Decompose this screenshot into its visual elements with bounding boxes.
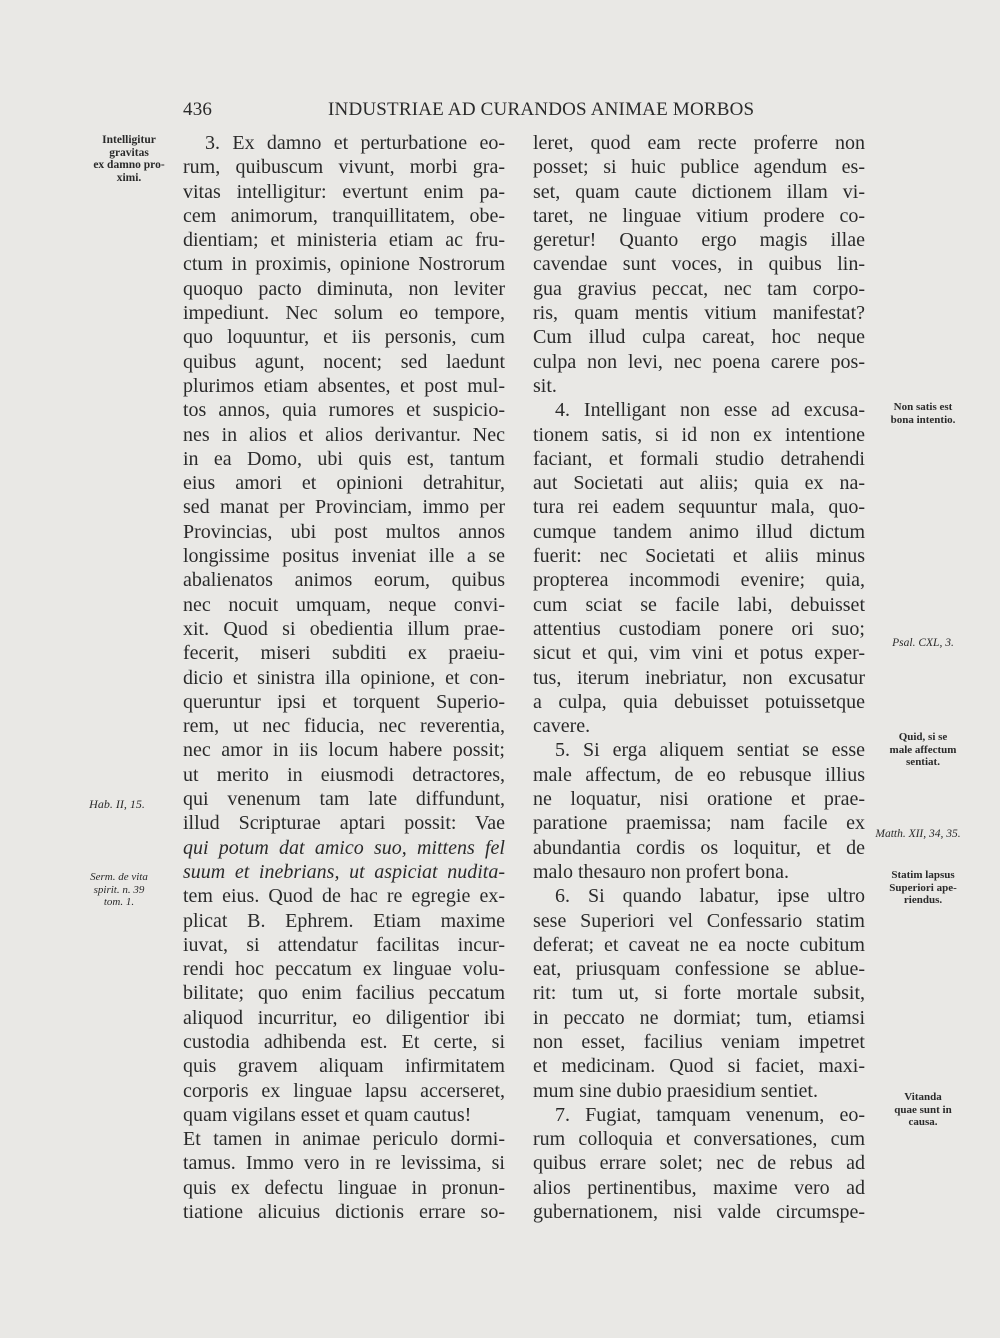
text-line: geretur! Quanto ergo magis illae <box>533 229 865 252</box>
note-line: Hab. II, 15. <box>89 797 145 811</box>
margin-note-psal <box>868 637 978 650</box>
text-line: qui venenum tam late diffundunt, <box>183 788 505 811</box>
text-line: cumque tandem animo illud dictum <box>533 520 865 543</box>
note-line: Statim lapsus <box>891 869 955 881</box>
note-line: spirit. n. 39 <box>93 883 145 896</box>
text-line: sit. <box>533 374 557 397</box>
text-line: set, quam caute dictionem illam vi- <box>533 180 865 203</box>
text-line: rum colloquia et conversationes, cum <box>533 1128 865 1151</box>
text-line: gubernationem, nisi valde circumspe- <box>533 1201 865 1224</box>
text-line: quibus agunt, nocent; sed laedunt <box>183 350 505 373</box>
text-line: impediunt. Nec solum eo tempore, <box>183 302 505 325</box>
text-line: quis ex defectu linguae in pronun- <box>183 1176 505 1199</box>
text-line: mum sine dubio praesidium sentiet. <box>533 1079 818 1102</box>
text-line: tura rei eadem sequuntur mala, quo- <box>533 496 865 519</box>
margin-note-vitanda <box>868 1091 978 1129</box>
text-line: plurimos etiam absentes, et post mul- <box>183 374 505 397</box>
margin-note-statim <box>868 869 978 907</box>
text-line: abundantia cordis os loquitur, et de <box>533 836 865 859</box>
text-line: ctum in proximis, opinione Nostrorum <box>183 253 505 276</box>
note-line: male affectum <box>889 743 957 756</box>
text-line: cem animorum, tranquillitatem, obe- <box>183 204 505 227</box>
text-line: a culpa, quia debuisset potuissetque <box>533 690 865 713</box>
text-line: faciant, et formali studio detrahendi <box>533 447 865 470</box>
text-line: abalienatos animos eorum, quibus <box>183 569 505 592</box>
text-line: quibus errare solet; nec de rebus ad <box>533 1152 865 1175</box>
note-line: Serm. de vita <box>90 871 148 883</box>
margin-note-matth <box>863 828 973 841</box>
note-line: Intelligitur <box>102 134 156 146</box>
text-line: rendi hoc peccatum ex linguae volu- <box>183 958 505 981</box>
text-line: ne loquatur, nisi oratione et prae- <box>533 788 865 811</box>
text-line: cavere. <box>533 715 591 738</box>
note-line: bona intentio. <box>890 413 956 426</box>
note-line: tom. 1. <box>103 896 135 908</box>
text-line: tiatione alicuius dictionis errare so- <box>183 1201 505 1224</box>
text-column-right <box>533 131 865 1224</box>
text-line: custodia adhibenda est. Et certe, si <box>183 1030 505 1053</box>
text-line: tem eius. Quod de hac re egregie ex- <box>183 885 505 908</box>
text-line: tamus. Immo vero in re levissima, si <box>183 1152 505 1175</box>
margin-note-non-satis <box>868 401 978 426</box>
text-line: sese Superiori vel Confessario statim <box>533 909 865 932</box>
text-line: sicut et qui, vim vini et potus exper- <box>533 642 865 665</box>
text-line: attentius custodiam ponere ori suo; <box>533 617 865 640</box>
text-line: deferat; et caveat ne ea nocte cubitum <box>533 933 865 956</box>
note-line: Vitanda <box>904 1091 942 1103</box>
note-line: Superiori ape- <box>889 881 957 894</box>
note-line: Quid, si se <box>898 731 948 743</box>
text-line: rem, ut nec fiducia, nec reverentia, <box>183 715 505 738</box>
text-line: quam vigilans esset et quam cautus! <box>183 1103 472 1126</box>
text-line: bilitate; quo enim facilius peccatum <box>183 982 505 1005</box>
text-line: non esset, facilius veniam impetret <box>533 1030 865 1053</box>
text-line: corporis ex linguae lapsu accerseret, <box>183 1079 505 1102</box>
text-line: et medicinam. Quod si faciet, maxi- <box>533 1055 865 1078</box>
note-line: quae sunt in <box>894 1103 952 1116</box>
text-line: aut Societati aut aliis; quia ex na- <box>533 472 865 495</box>
text-line: xit. Quod si obedientia illum prae- <box>183 617 505 640</box>
text-line: male affectum, de eo rebusque illius <box>533 763 865 786</box>
text-line: Cum illud culpa careat, hoc neque <box>533 326 865 349</box>
text-line: vitas intelligitur: evertunt enim pa- <box>183 180 505 203</box>
text-line: sed manat per Provinciam, immo per <box>183 496 505 519</box>
text-line: nes in alios et alios derivantur. Nec <box>183 423 505 446</box>
margin-note-hab <box>62 798 172 811</box>
margin-note-serm <box>64 871 174 909</box>
text-line: taret, ne linguae vitium prodere co- <box>533 204 865 227</box>
note-line: Non satis est <box>893 401 953 413</box>
text-line: tionem satis, si id non ex intentione <box>533 423 865 446</box>
text-line: nec amor in iis locum habere possit; <box>183 739 505 762</box>
text-line: propterea incommodi evenire; quia, <box>533 569 865 592</box>
text-line: 3. Ex damno et perturbatione eo- <box>205 132 505 154</box>
text-line: tus, iterum inebriatur, non excusatur <box>533 666 865 689</box>
text-line: malo thesauro non profert bona. <box>533 860 790 883</box>
text-line: queruntur ipsi et torquent Superio- <box>183 690 505 713</box>
text-column-left <box>183 131 505 1224</box>
text-line: alios pertinentibus, maxime vero ad <box>533 1176 865 1199</box>
text-line: tos annos, quia rumores et suspicio- <box>183 399 505 422</box>
note-line: Matth. XII, 34, 35. <box>875 828 961 840</box>
note-line: sentiat. <box>906 756 940 768</box>
note-line: Psal. CXL, 3. <box>892 637 954 649</box>
text-line: 6. Si quando labatur, ipse ultro <box>555 885 865 908</box>
page-number: 436 <box>183 99 213 120</box>
text-line: aliquod incurritur, eo diligentior ibi <box>183 1006 505 1029</box>
text-line: 5. Si erga aliquem sentiat se esse <box>555 739 865 762</box>
text-line: culpa non levi, nec poena carere pos- <box>533 350 865 373</box>
text-line: cavendae sunt voces, in quibus lin- <box>533 253 865 276</box>
text-line: quo loquuntur, et iis personis, cum <box>183 326 505 349</box>
text-line: fuerit: nec Societati et aliis minus <box>533 545 865 568</box>
text-line: eat, priusquam confessione se ablue- <box>533 958 865 981</box>
text-line: iuvat, si attendatur facilitas incur- <box>183 933 505 956</box>
text-line: ut merito in eiusmodi detractores, <box>183 763 505 786</box>
text-line: posset; si huic publice agendum es- <box>533 156 865 179</box>
text-line: gua gravius peccat, nec tam corpo- <box>533 277 865 300</box>
text-line: Provincias, ubi post multos annos <box>183 520 505 543</box>
running-head: INDUSTRIAE AD CURANDOS ANIMAE MORBOS <box>328 99 755 120</box>
text-line: nec nocuit umquam, neque convi- <box>183 593 505 616</box>
text-line: dientiam; et ministeria etiam ac fru- <box>183 229 505 252</box>
text-line: rit: tum ut, si forte mortale subsit, <box>533 982 865 1005</box>
text-line: rum, quibuscum vivunt, morbi gra- <box>183 156 505 179</box>
note-line: riendus. <box>903 894 943 906</box>
text-line: paratione praemissa; nam facile ex <box>533 812 865 835</box>
page-header <box>183 99 863 129</box>
note-line: ex damno pro- <box>93 159 165 171</box>
text-line: dicio et sinistra illa opinione, et con- <box>183 666 505 689</box>
margin-note-quid <box>868 731 978 769</box>
text-line: quis gravem aliquam infirmitatem <box>183 1055 505 1078</box>
note-line: causa. <box>908 1116 938 1128</box>
text-line: ris, quam mentis vitium manifestat? <box>533 302 865 325</box>
text-line: in peccato ne dormiat; tum, etiamsi <box>533 1006 865 1029</box>
text-line: plicat B. Ephrem. Etiam maxime <box>183 909 505 932</box>
text-line: leret, quod eam recte proferre non <box>533 132 865 154</box>
text-line: eius amori et opinioni detrahitur, <box>183 472 505 495</box>
text-line: longissime positus inveniat ille a se <box>183 545 505 568</box>
text-line: fecerit, miseri subditi ex praeiu- <box>183 642 505 665</box>
text-line: 7. Fugiat, tamquam venenum, eo- <box>555 1103 865 1126</box>
note-line: ximi. <box>116 171 142 184</box>
note-line: gravitas <box>109 146 149 159</box>
text-line: quoquo pacto diminuta, non leviter <box>183 277 505 300</box>
text-line: 4. Intelligant non esse ad excusa- <box>555 399 865 422</box>
text-line: cum sciat se facile labi, debuisset <box>533 593 865 616</box>
text-line: Et tamen in animae periculo dormi- <box>183 1128 505 1151</box>
text-line: illud Scripturae aptari possit: Vae <box>183 812 505 835</box>
text-line: in ea Domo, ubi quis est, tantum <box>183 447 505 470</box>
text-line-quote: suum et inebrians, ut aspiciat nudita- <box>183 860 505 883</box>
margin-note-intelligitur <box>74 134 184 184</box>
text-line-quote: qui potum dat amico suo, mittens fel <box>183 836 505 859</box>
